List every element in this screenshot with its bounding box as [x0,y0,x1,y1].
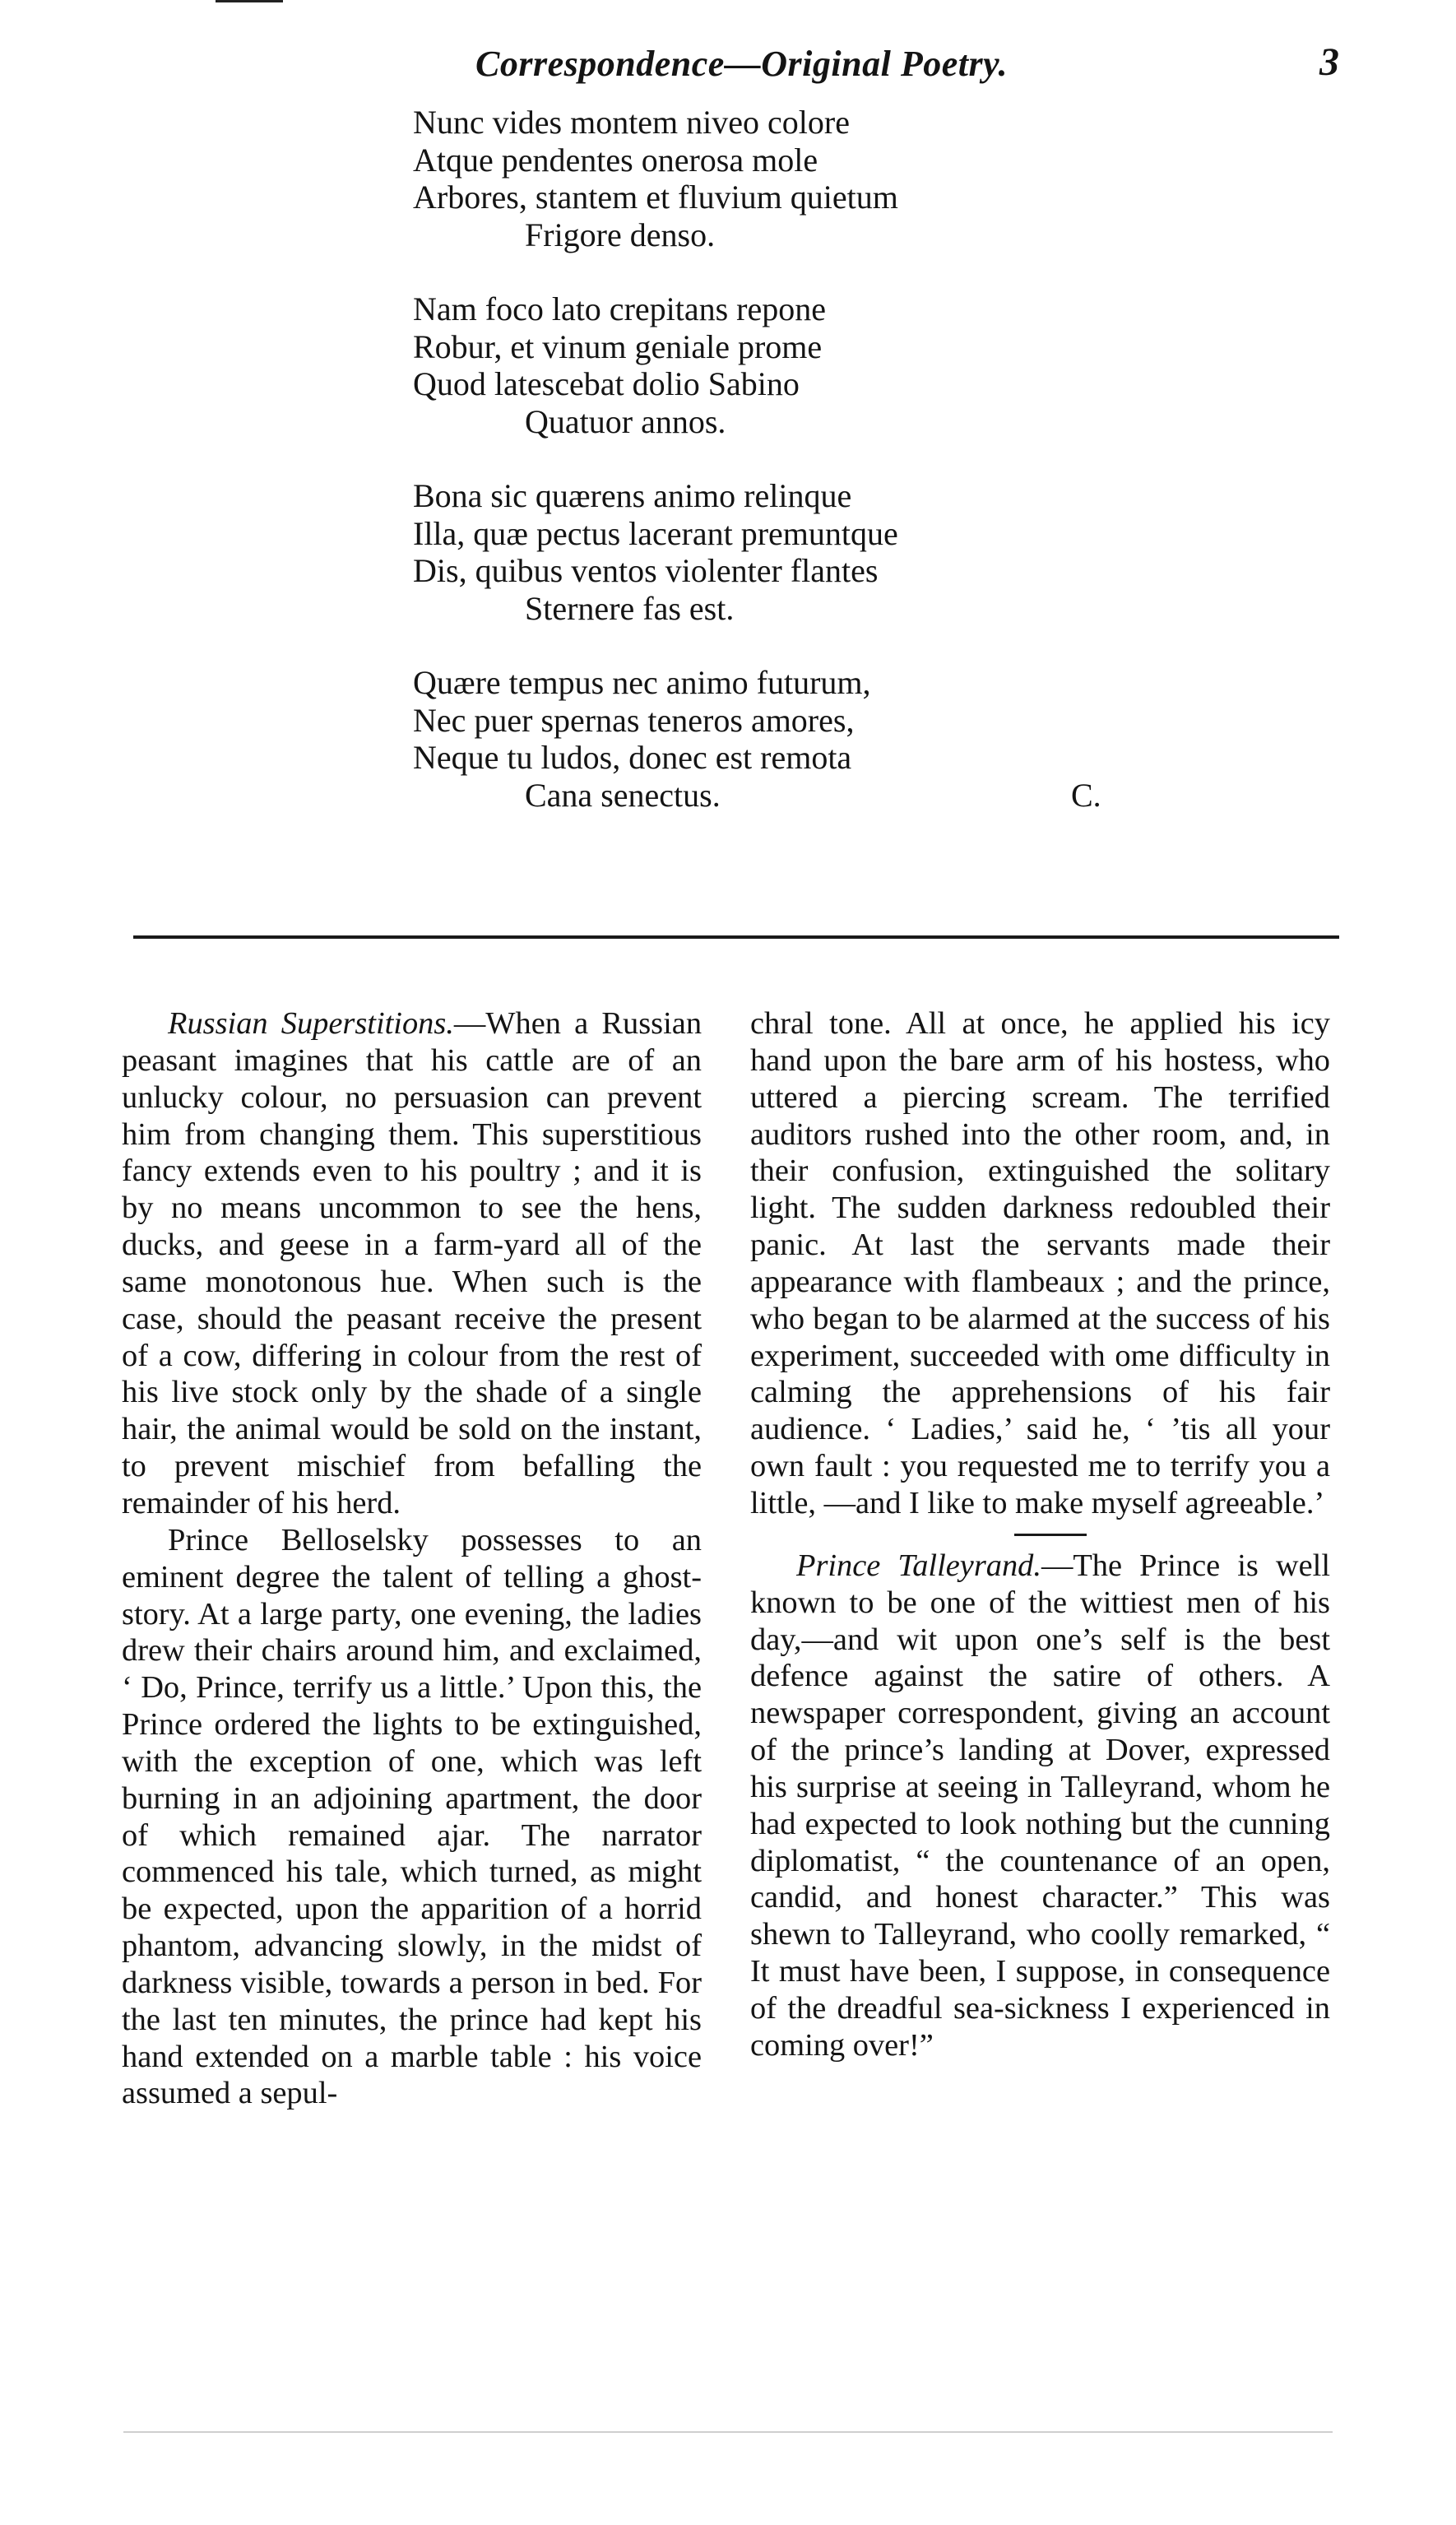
bottom-edge-line [123,2431,1333,2433]
article-paragraph: Prince Belloselsky possesses to an eminent degree the talent of telling a ghost-story. At a large party, one evening, the ladies drew their chairs around him, and exclaimed, ‘ Do, Prince, terrify us a little.’ Upon this, the Prince ordered the lights to be extinguished, with the exception of one, which was left burning in an adjoining apartment, the door of which remained ajar. The narrator commenced his tale, which turned, as might be expected, upon the apparition of a horrid phantom, advancing slowly, in the midst of darkness visible, towards a person in bed. For the last ten minutes, the prince had kept his hand extended on a marble table : his voice assumed a sepul- [122,1522,702,2111]
top-edge-mark [216,0,283,2]
running-head-title: Correspondence—Original Poetry. [475,44,1008,84]
verse-line: Frigore denso. [525,216,716,253]
poem-stanza [413,477,1153,627]
poem-stanza [413,104,1153,253]
article-paragraph [750,1548,1330,2064]
page-number: 3 [1319,40,1339,84]
poem-signature: C. [1071,776,1101,814]
right-column [750,1005,1330,2064]
verse-line: Quære tempus nec animo futurum, [413,664,871,701]
verse-line: Bona sic quærens animo relinque [413,477,852,514]
left-column [122,1005,702,2112]
verse-line: Robur, et vinum geniale prome [413,327,823,365]
poem-stanza [413,664,1153,814]
final-verse-row [413,777,1153,815]
latin-poem [413,104,1153,851]
section-divider [133,935,1339,939]
verse-line: Cana senectus. [525,776,721,814]
article-heading-talleyrand: Prince Talleyrand. [796,1548,1041,1583]
article-paragraph-continued: chral tone. All at once, he applied his icy hand upon the bare arm of his hostess, who uttered a piercing scream. The terrified auditors rushed into the other room, and, in their confusion, extinguished the solitary light. The sudden darkness redoubled their panic. At last the servants made their appearance with flambeaux ; and the prince, who began to be alarmed at the success of his experiment, succeeded with ome difficulty in calming the apprehensions of his fair audience. ‘ Ladies,’ said he, ‘ ’tis all your own fault : you requested me to terrify you a little, —and I like to make myself agreeable.’ [750,1006,1330,1520]
article-separator [1014,1534,1087,1536]
verse-line: Quod latescebat dolio Sabino [413,365,800,402]
running-head [0,40,1456,92]
article-heading-russian: Russian Superstitions. [168,1006,454,1041]
verse-line: Nec puer spernas teneros amores, [413,701,855,739]
article-text: —The Prince is well known to be one of the wittiest men of his day,—and wit upon one’s self is the best defence against the satire of others. A newspaper correspondent, giving an account of the prince’s landing at Dover, expressed his surprise at seeing in Talleyrand, whom he had expected to look nothing but the cunning diplomatist, “ the countenance of an open, candid, and honest character.” This was shewn to Talleyrand, who coolly remarked, “ It must have been, I suppose, in consequence of the dreadful sea-sickness I experienced in coming over!” [750,1548,1330,2063]
verse-line: Arbores, stantem et fluvium quietum [413,179,898,216]
verse-line: Neque tu ludos, donec est remota [413,739,852,776]
verse-line: Sternere fas est. [525,589,735,627]
verse-line: Nunc vides montem niveo colore [413,104,850,141]
verse-line: Atque pendentes onerosa mole [413,141,818,179]
verse-line: Dis, quibus ventos violenter flantes [413,552,879,589]
article-paragraph [122,1005,702,1522]
verse-line: Illa, quæ pectus lacerant premuntque [413,514,898,552]
verse-line: Quatuor annos. [525,402,726,440]
poem-stanza [413,290,1153,440]
verse-line: Nam foco lato crepitans repone [413,290,827,327]
article-text: —When a Russian peasant imagines that his cattle are of an unlucky colour, no persuasion can prevent him from changing them. This superstitious fancy extends even to his poultry ; and it is by no means uncommon to see the hens, ducks, and geese in a farm-yard all of the same monotonous hue. When such is the case, should the peasant receive the present of a cow, differing in colour from the rest of his live stock only by the shade of a single hair, the animal would be sold on the instant, to prevent mischief from befalling the remainder of his herd. [122,1006,702,1520]
